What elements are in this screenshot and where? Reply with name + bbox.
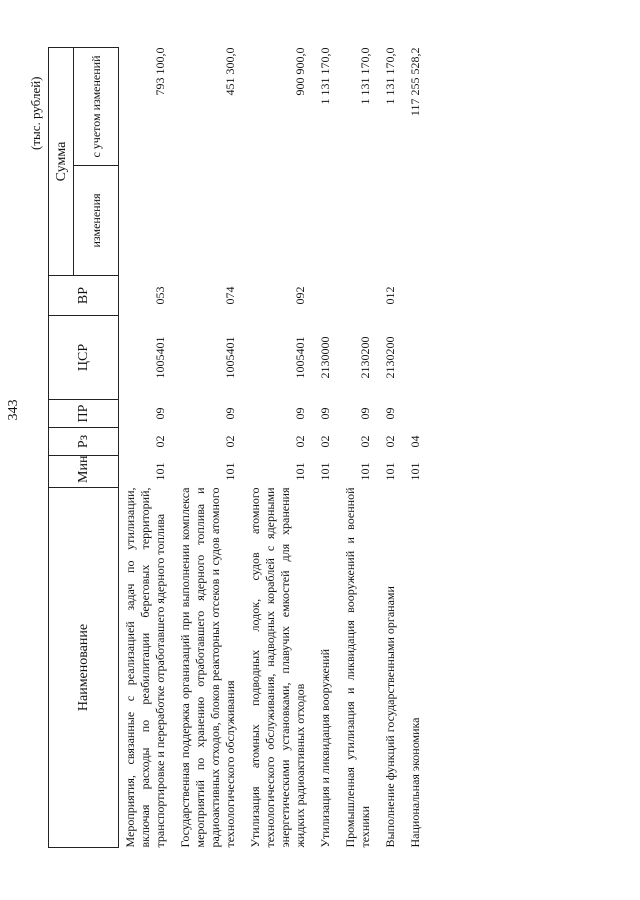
table-row [244, 48, 314, 848]
row-name: Выполнение функций государственными органами [383, 586, 397, 848]
header-row-1 [49, 48, 74, 848]
row-pr: 09 [318, 407, 332, 420]
row-rz: 02 [293, 435, 307, 448]
page-number: 343 [6, 399, 21, 421]
row-vr: 053 [153, 286, 167, 305]
row-min: 101 [383, 462, 397, 481]
row-min: 101 [223, 462, 237, 481]
header-changes: изменения [74, 166, 119, 276]
row-min: 101 [153, 462, 167, 481]
row-with-changes: 900 900,0 [293, 47, 307, 96]
row-vr: 092 [293, 286, 307, 305]
table-row [174, 48, 244, 848]
table-row [404, 48, 429, 848]
table-body [119, 48, 430, 848]
row-vr: 074 [223, 286, 237, 305]
row-vr [404, 276, 429, 316]
row-pr: 09 [293, 407, 307, 420]
row-min: 101 [358, 462, 372, 481]
row-csr: 2130200 [358, 336, 372, 379]
row-rz: 02 [318, 435, 332, 448]
table-row [314, 48, 339, 848]
row-with-changes: 451 300,0 [223, 47, 237, 96]
row-csr: 1005401 [293, 336, 307, 379]
row-name: Государственная поддержка организаций при выполнении комплекса мероприятий по хранению отработавшего ядерного топлива и радиоактивных отходов, блоков реакторных отсеков и судов атомного технологического обслуживания [178, 487, 237, 848]
row-rz: 04 [408, 435, 422, 448]
row-changes [339, 166, 379, 276]
row-changes [379, 166, 404, 276]
row-csr: 2130000 [318, 336, 332, 379]
row-vr: 012 [383, 286, 397, 305]
row-changes [119, 166, 175, 276]
row-with-changes: 1 131 170,0 [358, 47, 372, 105]
row-changes [404, 166, 429, 276]
header-csr: ЦСР [49, 316, 119, 400]
row-csr [404, 316, 429, 400]
header-sum: Сумма [49, 48, 74, 276]
row-changes [174, 166, 244, 276]
row-min: 101 [408, 462, 422, 481]
header-rz: Рз [49, 428, 119, 456]
row-with-changes: 1 131 170,0 [318, 47, 332, 105]
header-vr: ВР [49, 276, 119, 316]
row-with-changes: 1 131 170,0 [383, 47, 397, 105]
header-min: Мин [49, 456, 119, 488]
row-pr: 09 [358, 407, 372, 420]
budget-table [48, 47, 429, 848]
table-row [119, 48, 175, 848]
row-pr: 09 [223, 407, 237, 420]
row-rz: 02 [358, 435, 372, 448]
row-name: Утилизация и ликвидация вооружений [318, 648, 332, 848]
row-rz: 02 [153, 435, 167, 448]
units-note: (тыс. рублей) [28, 76, 43, 150]
row-csr: 1005401 [153, 336, 167, 379]
row-min: 101 [318, 462, 332, 481]
row-csr: 2130200 [383, 336, 397, 379]
row-name: Промышленная утилизация и ликвидация вооружений и военной техники [343, 487, 372, 848]
row-changes [314, 166, 339, 276]
header-pr: ПР [49, 400, 119, 428]
row-pr: 09 [153, 407, 167, 420]
row-name: Национальная экономика [408, 717, 422, 848]
table-row [339, 48, 379, 848]
row-with-changes: 117 255 528,2 [408, 47, 422, 117]
row-rz: 02 [383, 435, 397, 448]
row-with-changes: 793 100,0 [153, 47, 167, 96]
row-pr [404, 400, 429, 428]
header-with-changes: с учетом изменений [74, 48, 119, 166]
row-changes [244, 166, 314, 276]
header-name: Наименование [49, 488, 119, 848]
row-vr [339, 276, 379, 316]
row-csr: 1005401 [223, 336, 237, 379]
row-name: Мероприятия, связанные с реализацией задач по утилизации, включая расходы по реабилитации береговых территорий, транспортировке и переработке отработавшего ядерного топлива [123, 487, 167, 848]
row-name: Утилизация атомных подводных лодок, судов атомного технологического обслуживания, надводных кораблей с ядерными энергетическими установками, плавучих емкостей для хранения жидких радиоактивных отходов [248, 487, 307, 848]
row-min: 101 [293, 462, 307, 481]
row-pr: 09 [383, 407, 397, 420]
row-rz: 02 [223, 435, 237, 448]
table-row [379, 48, 404, 848]
row-vr [314, 276, 339, 316]
